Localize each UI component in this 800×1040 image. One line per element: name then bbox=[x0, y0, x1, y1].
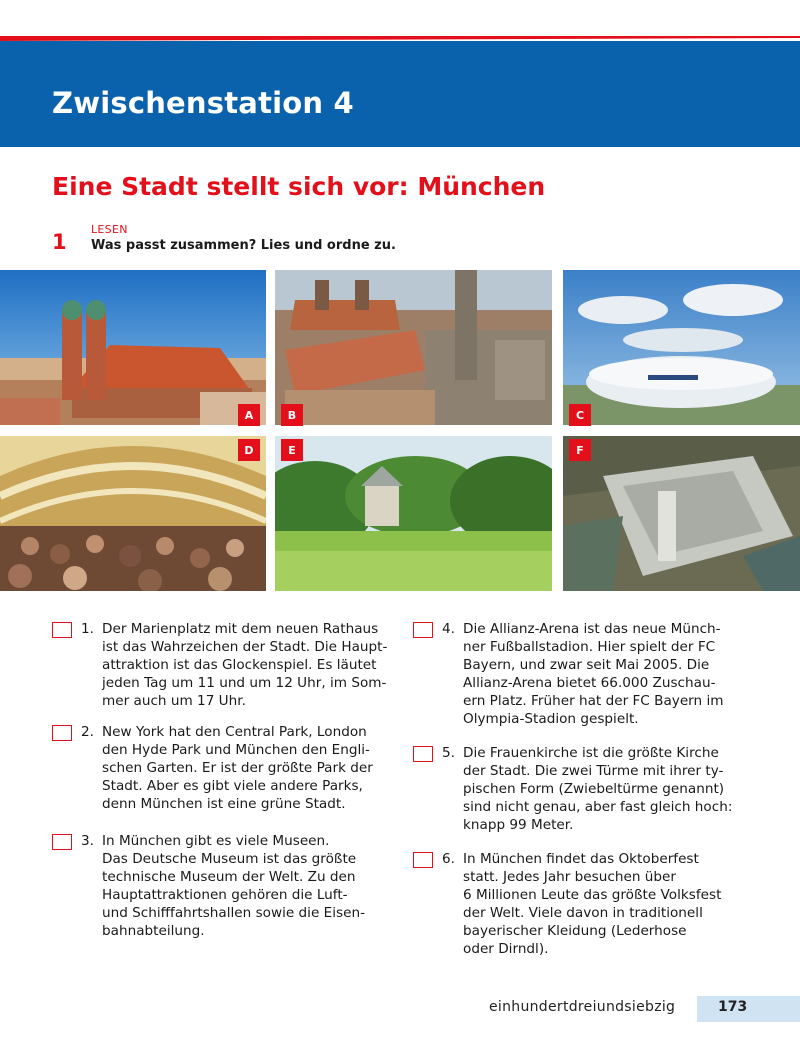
page-number-band bbox=[697, 996, 800, 1022]
answer-checkbox[interactable] bbox=[52, 834, 72, 850]
section-title: Eine Stadt stellt sich vor: München bbox=[52, 172, 546, 201]
frauenkirche-photo bbox=[0, 270, 266, 425]
deutsches-museum-photo bbox=[563, 436, 800, 591]
item-text: Die Allianz-Arena ist das neue Münch- ner Fußballstadion. Hier spielt der FC Bayern, und zwar seit Mai 2005. Die Allianz-Arena bietet 66.000 Zuschau- ern Platz. Früher hat der FC Bayern im Olympia-Stadion gespielt. bbox=[463, 621, 724, 727]
item-number: 2. bbox=[81, 724, 94, 740]
item-number: 6. bbox=[442, 851, 455, 867]
item-number: 3. bbox=[81, 833, 94, 849]
photo-label-c: C bbox=[569, 404, 591, 426]
photo-label-d: D bbox=[238, 439, 260, 461]
item-text: New York hat den Central Park, London den Hyde Park und München den Engli- schen Garten. Er ist der größte Park der Stadt. Aber es gibt viele andere Parks, denn München ist eine grüne Stadt. bbox=[102, 724, 373, 812]
page-number: 173 bbox=[718, 999, 748, 1015]
oktoberfest-tent-photo bbox=[0, 436, 266, 591]
answer-checkbox[interactable] bbox=[413, 746, 433, 762]
top-margin bbox=[0, 0, 800, 36]
chapter-title: Zwischenstation 4 bbox=[52, 86, 354, 120]
page-number-words: einhundertdreiundsiebzig bbox=[489, 999, 676, 1015]
answer-checkbox[interactable] bbox=[52, 622, 72, 638]
task-skill-label: LESEN bbox=[91, 223, 128, 236]
item-text: Der Marienplatz mit dem neuen Rathaus ist das Wahrzeichen der Stadt. Die Haupt- attraktion ist das Glockenspiel. Es läutet jeden Tag um 11 und um 12 Uhr, im Som- mer auch um 17 Uhr. bbox=[102, 621, 388, 709]
photo-label-a: A bbox=[238, 404, 260, 426]
item-text: Die Frauenkirche ist die größte Kirche der Stadt. Die zwei Türme mit ihrer ty- pischen Form (Zwiebeltürme genannt) sind nicht genau, aber fast gleich hoch: knapp 99 Meter. bbox=[463, 745, 733, 833]
marienplatz-rathaus-photo bbox=[275, 270, 552, 425]
photo-label-e: E bbox=[281, 439, 303, 461]
item-number: 5. bbox=[442, 745, 455, 761]
task-instruction: Was passt zusammen? Lies und ordne zu. bbox=[91, 238, 396, 253]
answer-checkbox[interactable] bbox=[413, 852, 433, 868]
item-text: In München findet das Oktoberfest statt. Jedes Jahr besuchen über 6 Millionen Leute das größte Volksfest der Welt. Viele davon in traditionell bayerischer Kleidung (Lederhose oder Dirndl). bbox=[463, 851, 722, 957]
allianz-arena-photo bbox=[563, 270, 800, 425]
photo-label-b: B bbox=[281, 404, 303, 426]
task-number: 1 bbox=[52, 230, 67, 254]
answer-checkbox[interactable] bbox=[413, 622, 433, 638]
item-number: 1. bbox=[81, 621, 94, 637]
item-number: 4. bbox=[442, 621, 455, 637]
answer-checkbox[interactable] bbox=[52, 725, 72, 741]
item-text: In München gibt es viele Museen. Das Deutsche Museum ist das größte technische Museum der Welt. Zu den Hauptattraktionen gehören die Luft- und Schifffahrtshallen sowie die Eisen- bahnabteilung. bbox=[102, 833, 365, 939]
photo-label-f: F bbox=[569, 439, 591, 461]
englischer-garten-photo bbox=[275, 436, 552, 591]
